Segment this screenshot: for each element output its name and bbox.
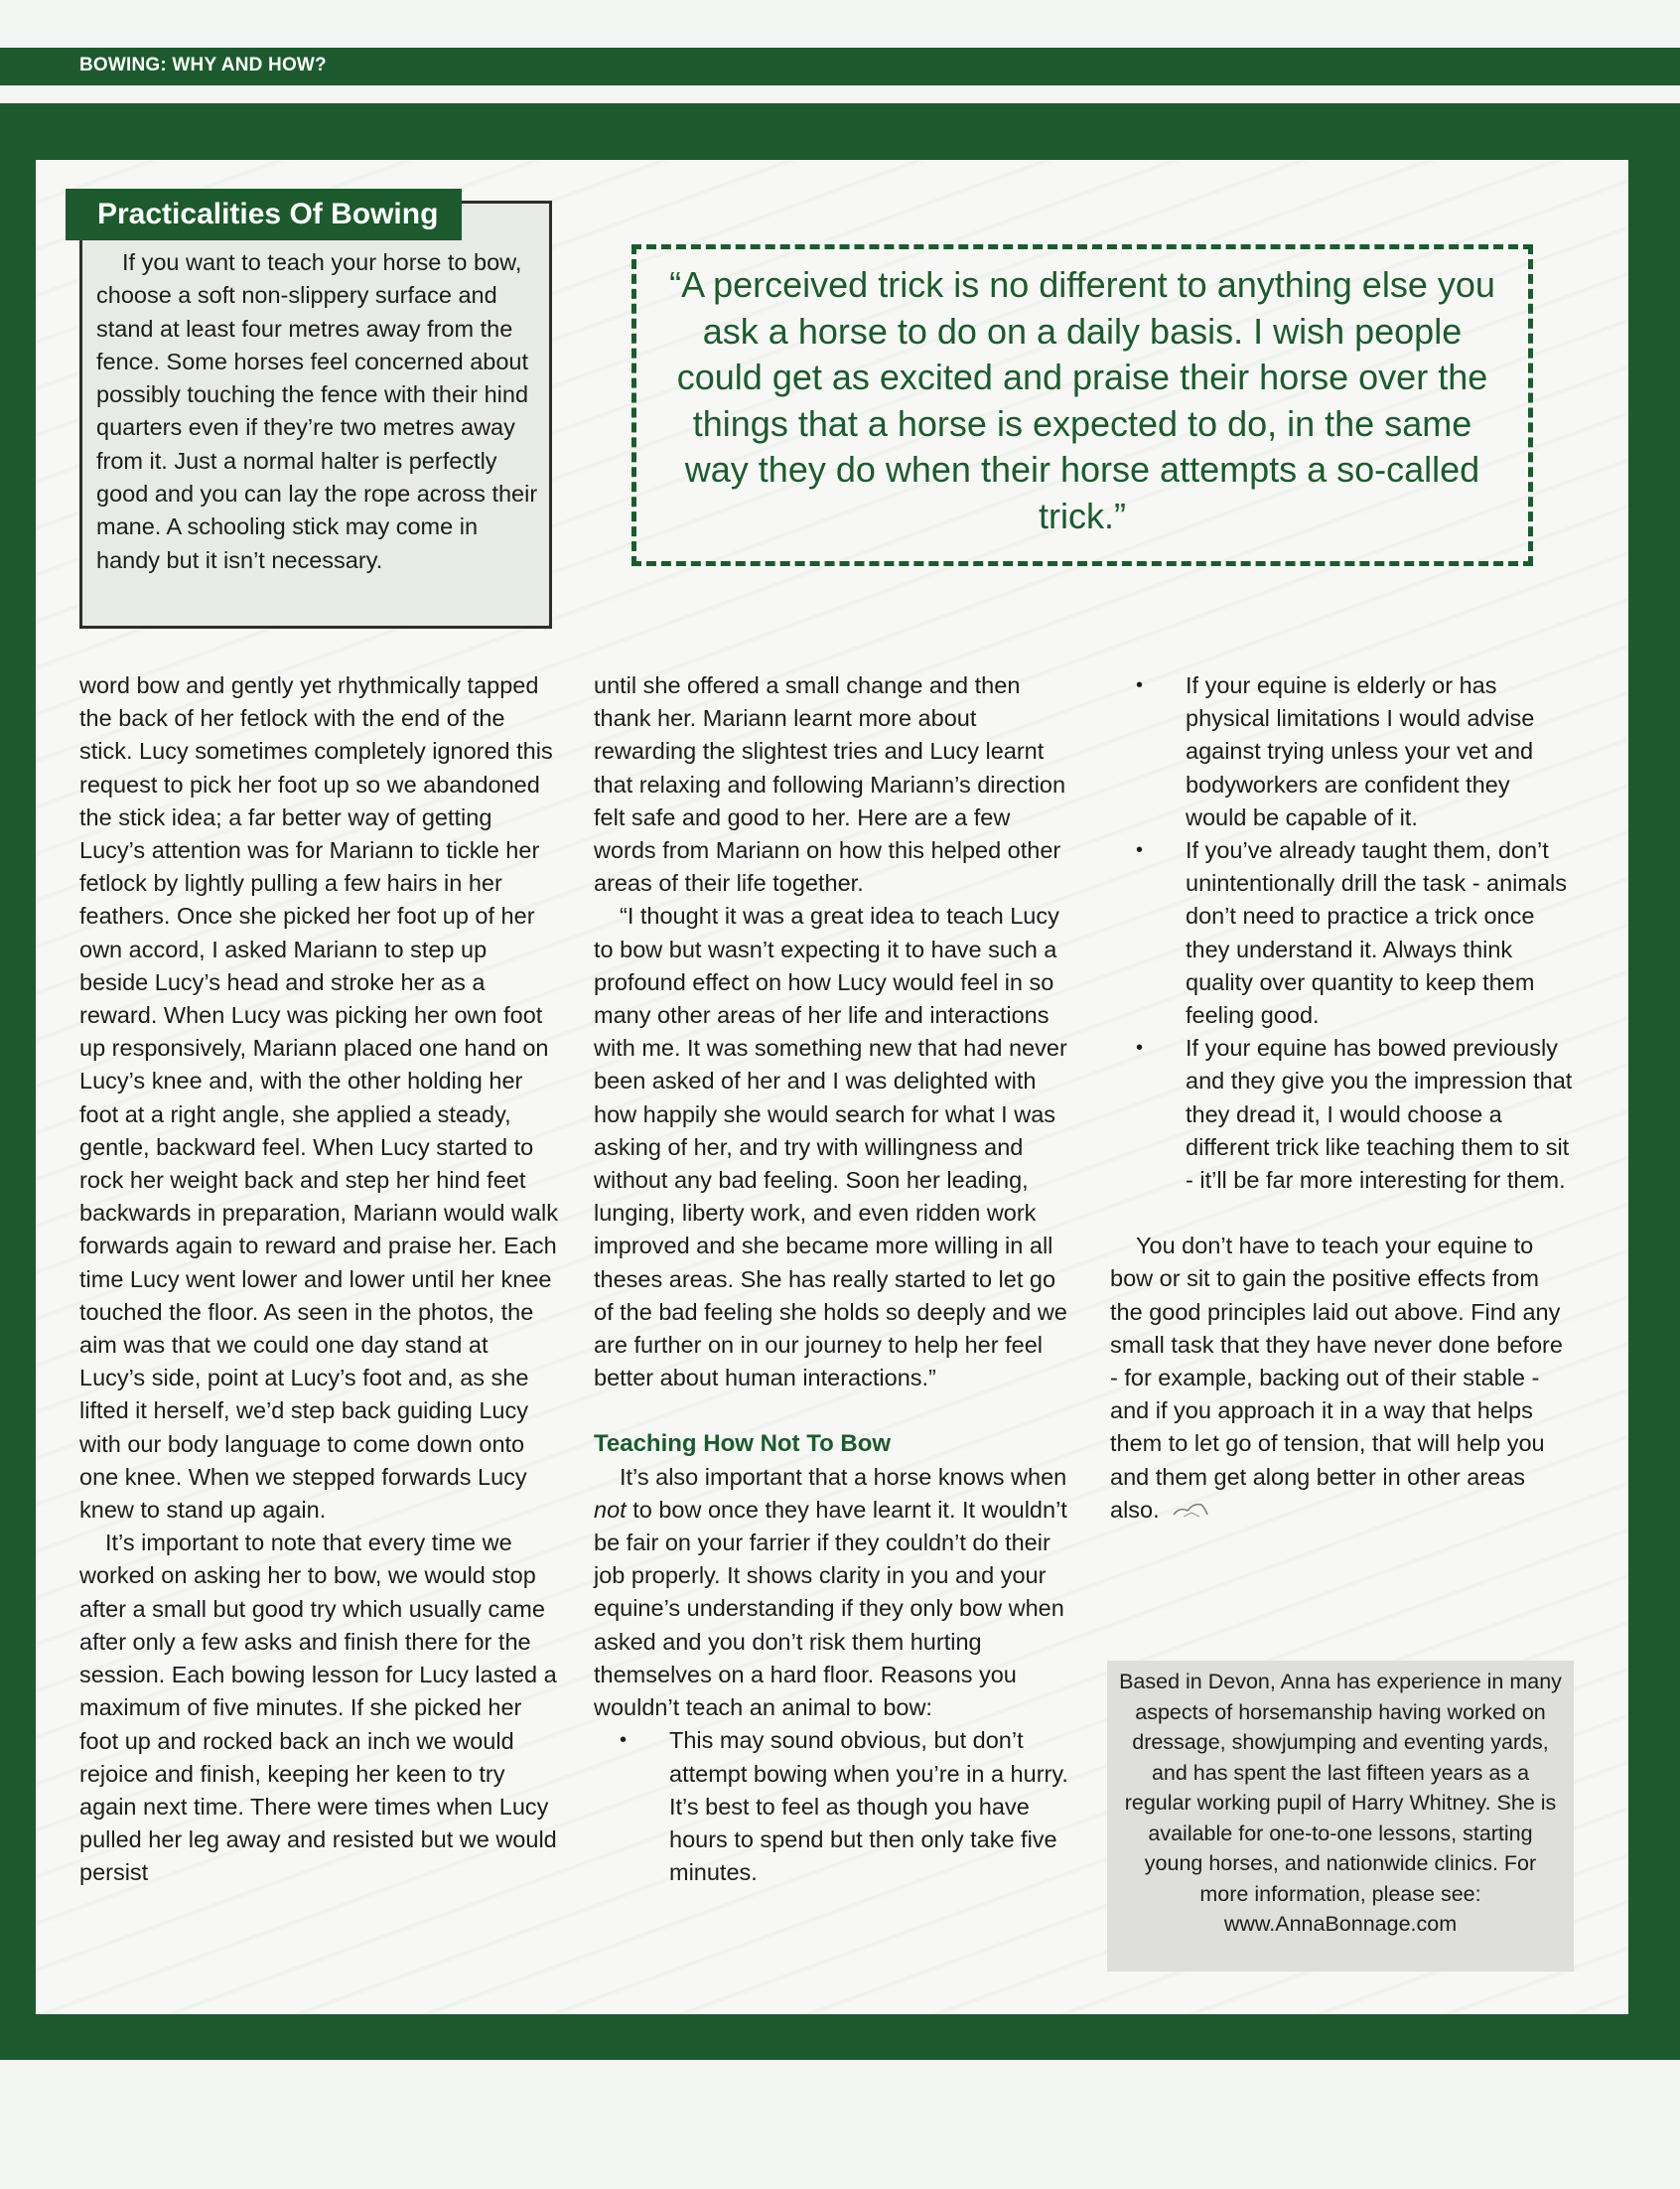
author-bio: Based in Devon, Anna has experience in many aspects of horsemanship having worked on dressage, showjumping and eventing yards, and has spent the last fifteen years as a regular working pupil of Harry Whitney. She is available for one-to-one lessons, starting young horses, and nationwide clinics. For more information, please see: www.AnnaBonnage.com [1119, 1670, 1562, 1936]
article-column-1 [79, 669, 560, 1890]
list-item: • This may sound obvious, but don’t attempt bowing when you’re in a hurry. It’s best to feel as though you have hours to spend but then only take five minutes. [620, 1724, 1068, 1889]
page-frame-left [0, 103, 36, 2060]
paragraph: until she offered a small change and then thank her. Mariann learnt more about rewarding the slightest tries and Lucy learnt that relaxing and following Mariann’s direction felt safe and good to her. Here are a few words from Mariann on how this helped other areas of their life together. [594, 672, 1066, 897]
article-column-2 [594, 669, 1068, 1889]
paragraph: It’s important to note that every time we worked on asking her to bow, we would stop after a small but good try which usually came after only a few asks and finish there for the session. Each bowing lesson for Lucy lasted a maximum of five minutes. If she picked her foot up and rocked back an inch we would rejoice and finish, keeping her keen to try again next time. There were times when Lucy pulled her leg away and resisted but we would persist [79, 1530, 557, 1886]
page-frame-bottom [0, 2014, 1680, 2060]
pull-quote: “A perceived trick is no different to anything else you ask a horse to do on a daily basis. I wish people could get as excited and praise their horse over the things that a horse is expected to do, in the same way they do when their horse attempts a so-called trick.” [669, 264, 1495, 536]
reasons-list-continued [1136, 669, 1577, 1197]
sidebar-title: Practicalities Of Bowing [66, 189, 462, 240]
section-heading: Teaching How Not To Bow [594, 1430, 892, 1458]
paragraph: “I thought it was a great idea to teach Lucy to bow but wasn’t expecting it to have such a profound effect on how Lucy would feel in so many other areas of her life and interactions with me. It was something new that had never been asked of her and I was delighted with how happily she would search for what I was asking of her, and try with willingness and without any bad feeling. Soon her leading, lunging, liberty work, and even ridden work improved and she became more willing in all theses areas. She has really started to let go of the bad feeling she holds so deeply and we are further on in our journey to help her feel better about human interactions.” [594, 903, 1067, 1391]
list-item: • If you’ve already taught them, don’t unintentionally drill the task - animals don’t need to practice a trick once they understand it. Always think quality over quantity to keep them feeling good. [1136, 834, 1577, 1032]
page-frame-top [0, 103, 1680, 160]
reasons-list [620, 1724, 1068, 1889]
closing-paragraph: You don’t have to teach your equine to bow or sit to gain the positive effects from the good principles laid out above. Find any small task that they have never done before - for example, backing out of their stable - and if you approach it in a way that helps them to let go of tension, that will help you and them get along better in other areas also. [1110, 1233, 1563, 1523]
list-item: • If your equine is elderly or has physical limitations I would advise against trying unless your vet and bodyworkers are confident they would be capable of it. [1136, 669, 1577, 834]
page-frame-right [1628, 103, 1680, 2060]
sidebar-text: If you want to teach your horse to bow, choose a soft non-slippery surface and stand at least four metres away from the fence. Some horses feel concerned about possibly touching the fence with their hind quarters even if they’re two metres away from it. Just a normal halter is perfectly good and you can lay the rope across their mane. A schooling stick may come in handy but it isn’t necessary. [96, 249, 538, 573]
list-item: • If your equine has bowed previously and they give you the impression that they dread it, I would choose a different trick like teaching them to sit - it’ll be far more interesting for them. [1136, 1032, 1577, 1197]
article-column-3 [1110, 669, 1577, 1527]
horseshoe-end-icon [1170, 1497, 1211, 1521]
paragraph: word bow and gently yet rhythmically tapped the back of her fetlock with the end of the stick. Lucy sometimes completely ignored this request to pick her foot up so we abandoned the stick idea; a far better way of getting Lucy’s attention was for Mariann to tickle her fetlock by lightly pulling a few hairs in her feathers. Once she picked her foot up of her own accord, I asked Mariann to step up beside Lucy’s head and stroke her as a reward. When Lucy was picking her own foot up responsively, Mariann placed one hand on Lucy’s knee and, with the other holding her foot at a right angle, she applied a steady, gentle, backward feel. When Lucy started to rock her weight back and step her hind feet backwards in preparation, Mariann would walk forwards again to reward and praise her. Each time Lucy went lower and lower until her knee touched the floor. As seen in the photos, the aim was that we could one day stand at Lucy’s side, point at Lucy’s foot and, as she lifted it herself, we’d step back guiding Lucy with our body language to come down onto one knee. When we stepped forwards Lucy knew to stand up again. [79, 672, 558, 1524]
paragraph: It’s also important that a horse knows when not to bow once they have learnt it. It wouldn’t be fair on your farrier if they couldn’t do their job properly. It shows clarity in you and your equine’s understanding if they only bow when asked and you don’t risk them hurting themselves on a hard floor. Reasons you wouldn’t teach an animal to bow: [594, 1463, 1067, 1721]
section-header-title: BOWING: WHY AND HOW? [79, 55, 327, 75]
